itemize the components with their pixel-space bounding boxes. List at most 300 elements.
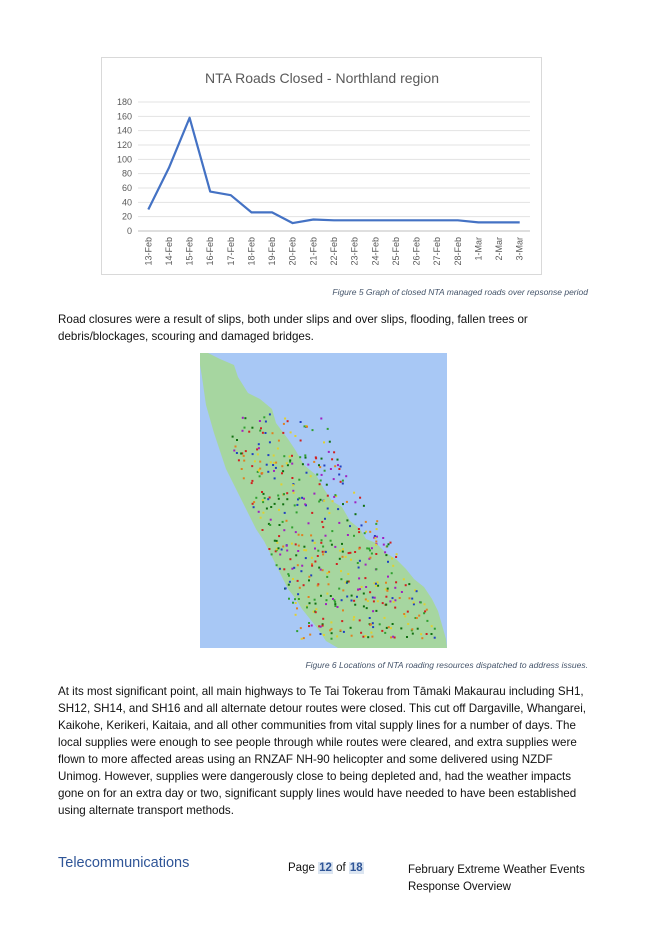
map-resource-marker	[334, 605, 336, 607]
map-resource-marker	[282, 521, 284, 523]
map-resource-marker	[319, 466, 321, 468]
map-resource-marker	[308, 622, 310, 624]
map-resource-marker	[263, 416, 265, 418]
map-resource-marker	[283, 423, 285, 425]
map-resource-marker	[392, 636, 394, 638]
map-resource-marker	[372, 597, 374, 599]
map-resource-marker	[306, 472, 308, 474]
map-resource-marker	[258, 470, 260, 472]
map-resource-marker	[395, 556, 397, 558]
x-tick-label: 15-Feb	[184, 237, 195, 266]
map-resource-marker	[375, 568, 377, 570]
figure-5-caption: Figure 5 Graph of closed NTA managed roads over repsonse period	[332, 287, 588, 297]
map-resource-marker	[303, 546, 305, 548]
map-resource-marker	[305, 549, 307, 551]
map-resource-marker	[401, 591, 403, 593]
map-resource-marker	[296, 607, 298, 609]
map-resource-marker	[309, 634, 311, 636]
page-of: of	[336, 862, 346, 874]
map-resource-marker	[265, 421, 267, 423]
map-resource-marker	[305, 457, 307, 459]
map-resource-marker	[286, 462, 288, 464]
map-resource-marker	[260, 427, 262, 429]
map-resource-marker	[357, 562, 359, 564]
map-resource-marker	[321, 539, 323, 541]
map-resource-marker	[375, 585, 377, 587]
map-resource-marker	[287, 464, 289, 466]
map-resource-marker	[240, 453, 242, 455]
y-tick-label: 100	[116, 154, 132, 165]
map-resource-marker	[341, 543, 343, 545]
map-resource-marker	[391, 558, 393, 560]
map-resource-marker	[258, 443, 260, 445]
map-resource-marker	[359, 560, 361, 562]
map-resource-marker	[392, 623, 394, 625]
map-resource-marker	[339, 558, 341, 560]
map-resource-marker	[291, 463, 293, 465]
map-resource-marker	[303, 498, 305, 500]
map-resource-marker	[434, 628, 436, 630]
map-resource-marker	[369, 531, 371, 533]
map-resource-marker	[392, 597, 394, 599]
map-resource-marker	[385, 554, 387, 556]
map-resource-marker	[286, 492, 288, 494]
map-resource-marker	[288, 598, 290, 600]
map-resource-marker	[315, 608, 317, 610]
map-resource-marker	[336, 635, 338, 637]
map-resource-marker	[431, 633, 433, 635]
map-resource-marker	[292, 484, 294, 486]
map-resource-marker	[367, 600, 369, 602]
map-resource-marker	[298, 497, 300, 499]
map-resource-marker	[286, 545, 288, 547]
map-resource-marker	[321, 474, 323, 476]
map-resource-marker	[308, 576, 310, 578]
map-resource-marker	[326, 576, 328, 578]
map-resource-marker	[340, 466, 342, 468]
map-resource-marker	[384, 551, 386, 553]
map-resource-marker	[308, 579, 310, 581]
y-tick-label: 0	[126, 226, 132, 236]
map-resource-marker	[232, 436, 234, 438]
map-resource-marker	[307, 464, 309, 466]
map-resource-marker	[301, 638, 303, 640]
map-resource-marker	[282, 546, 284, 548]
map-resource-marker	[338, 474, 340, 476]
x-tick-label: 20-Feb	[287, 237, 298, 266]
map-resource-marker	[337, 459, 339, 461]
map-resource-marker	[382, 602, 384, 604]
map-resource-marker	[364, 532, 366, 534]
map-resource-marker	[304, 503, 306, 505]
map-resource-marker	[303, 584, 305, 586]
map-resource-marker	[322, 551, 324, 553]
map-resource-marker	[264, 497, 266, 499]
map-resource-marker	[242, 417, 244, 419]
map-resource-marker	[297, 550, 299, 552]
map-resource-marker	[420, 601, 422, 603]
map-resource-marker	[331, 530, 333, 532]
map-resource-marker	[416, 590, 418, 592]
map-resource-marker	[353, 600, 355, 602]
map-resource-marker	[354, 604, 356, 606]
map-resource-marker	[259, 430, 261, 432]
map-resource-marker	[321, 458, 323, 460]
map-resource-marker	[320, 542, 322, 544]
map-resource-marker	[259, 461, 261, 463]
map-resource-marker	[406, 636, 408, 638]
map-resource-marker	[318, 464, 320, 466]
map-resource-marker	[308, 625, 310, 627]
map-resource-marker	[403, 578, 405, 580]
map-resource-marker	[375, 544, 377, 546]
map-resource-marker	[267, 454, 269, 456]
map-resource-marker	[413, 603, 415, 605]
y-tick-label: 40	[121, 197, 132, 208]
map-resource-marker	[381, 630, 383, 632]
map-resource-marker	[362, 636, 364, 638]
map-resource-marker	[319, 483, 321, 485]
map-resource-marker	[266, 508, 268, 510]
map-resource-marker	[296, 504, 298, 506]
x-tick-label: 19-Feb	[267, 237, 278, 266]
map-resource-marker	[370, 632, 372, 634]
map-resource-marker	[287, 573, 289, 575]
map-resource-marker	[337, 508, 339, 510]
map-resource-marker	[413, 602, 415, 604]
map-resource-marker	[262, 529, 264, 531]
map-resource-marker	[424, 603, 426, 605]
map-resource-marker	[283, 529, 285, 531]
map-resource-marker	[387, 561, 389, 563]
map-resource-marker	[330, 468, 332, 470]
map-resource-marker	[291, 568, 293, 570]
map-resource-marker	[383, 544, 385, 546]
map-resource-marker	[286, 550, 288, 552]
map-resource-marker	[377, 585, 379, 587]
map-resource-marker	[268, 548, 270, 550]
map-resource-marker	[330, 540, 332, 542]
map-resource-marker	[375, 553, 377, 555]
map-resource-marker	[391, 572, 393, 574]
map-resource-marker	[267, 471, 269, 473]
map-resource-marker	[342, 556, 344, 558]
map-resource-marker	[294, 435, 296, 437]
map-resource-marker	[320, 418, 322, 420]
map-resource-marker	[342, 609, 344, 611]
map-resource-marker	[261, 472, 263, 474]
map-resource-marker	[358, 548, 360, 550]
map-resource-marker	[338, 468, 340, 470]
map-resource-marker	[258, 511, 260, 513]
map-resource-marker	[315, 457, 317, 459]
map-resource-marker	[276, 542, 278, 544]
map-resource-marker	[369, 591, 371, 593]
map-resource-marker	[327, 495, 329, 497]
map-resource-marker	[386, 590, 388, 592]
map-resource-marker	[294, 598, 296, 600]
map-resource-marker	[273, 470, 275, 472]
map-resource-marker	[426, 620, 428, 622]
map-resource-marker	[396, 553, 398, 555]
map-resource-marker	[316, 474, 318, 476]
map-resource-marker	[303, 637, 305, 639]
map-resource-marker	[295, 602, 297, 604]
map-resource-marker	[284, 512, 286, 514]
map-resource-marker	[252, 453, 254, 455]
map-resource-marker	[269, 441, 271, 443]
map-resource-marker	[333, 478, 335, 480]
map-resource-marker	[306, 426, 308, 428]
x-tick-label: 3-Mar	[514, 237, 525, 261]
map-resource-marker	[291, 543, 293, 545]
map-resource-marker	[416, 617, 418, 619]
map-resource-marker	[394, 587, 396, 589]
map-resource-marker	[262, 512, 264, 514]
map-resource-marker	[346, 581, 348, 583]
map-resource-marker	[351, 600, 353, 602]
map-northland-resources	[200, 353, 447, 648]
map-resource-marker	[350, 559, 352, 561]
map-resource-marker	[325, 551, 327, 553]
map-resource-marker	[283, 455, 285, 457]
map-resource-marker	[318, 501, 320, 503]
map-resource-marker	[295, 543, 297, 545]
map-resource-marker	[377, 600, 379, 602]
map-resource-marker	[325, 603, 327, 605]
map-resource-marker	[340, 570, 342, 572]
map-resource-marker	[371, 636, 373, 638]
map-resource-marker	[310, 574, 312, 576]
map-resource-marker	[372, 622, 374, 624]
map-resource-marker	[379, 623, 381, 625]
map-resource-marker	[286, 498, 288, 500]
map-resource-marker	[353, 619, 355, 621]
map-resource-marker	[411, 628, 413, 630]
x-tick-label: 14-Feb	[163, 237, 174, 266]
chart-title: NTA Roads Closed - Northland region	[205, 70, 439, 86]
map-resource-marker	[334, 603, 336, 605]
map-resource-marker	[289, 558, 291, 560]
x-tick-label: 25-Feb	[390, 237, 401, 266]
map-resource-marker	[254, 460, 256, 462]
map-resource-marker	[295, 554, 297, 556]
map-resource-marker	[334, 494, 336, 496]
map-resource-marker	[311, 557, 313, 559]
map-resource-marker	[322, 625, 324, 627]
map-resource-marker	[322, 553, 324, 555]
map-resource-marker	[262, 501, 264, 503]
map-resource-marker	[301, 565, 303, 567]
map-resource-marker	[238, 459, 240, 461]
map-resource-marker	[354, 501, 356, 503]
map-resource-marker	[269, 413, 271, 415]
map-resource-marker	[285, 587, 287, 589]
map-image	[200, 353, 447, 648]
map-resource-marker	[314, 542, 316, 544]
map-resource-marker	[266, 464, 268, 466]
map-resource-marker	[360, 632, 362, 634]
map-resource-marker	[387, 576, 389, 578]
map-resource-marker	[411, 598, 413, 600]
map-resource-marker	[328, 451, 330, 453]
map-resource-marker	[336, 563, 338, 565]
map-resource-marker	[389, 600, 391, 602]
map-resource-marker	[261, 491, 263, 493]
map-resource-marker	[281, 465, 283, 467]
map-resource-marker	[359, 588, 361, 590]
map-resource-marker	[314, 561, 316, 563]
map-resource-marker	[346, 501, 348, 503]
map-resource-marker	[366, 607, 368, 609]
map-resource-marker	[394, 607, 396, 609]
map-resource-marker	[320, 633, 322, 635]
map-resource-marker	[241, 468, 243, 470]
map-resource-marker	[305, 557, 307, 559]
map-resource-marker	[375, 523, 377, 525]
map-resource-marker	[322, 618, 324, 620]
map-resource-marker	[288, 584, 290, 586]
map-resource-marker	[293, 492, 295, 494]
map-resource-marker	[346, 519, 348, 521]
map-resource-marker	[387, 588, 389, 590]
map-resource-marker	[372, 626, 374, 628]
map-resource-marker	[340, 578, 342, 580]
map-resource-marker	[314, 548, 316, 550]
paragraph-road-closures: Road closures were a result of slips, both under slips and over slips, flooding, fallen trees or debris/blockages, scouring and damaged bridges.	[58, 313, 528, 343]
map-resource-marker	[282, 432, 284, 434]
map-resource-marker	[338, 588, 340, 590]
x-tick-label: 26-Feb	[411, 237, 422, 266]
map-resource-marker	[369, 617, 371, 619]
map-resource-marker	[297, 580, 299, 582]
map-resource-marker	[358, 577, 360, 579]
map-resource-marker	[251, 480, 253, 482]
map-resource-marker	[334, 546, 336, 548]
map-resource-marker	[313, 461, 315, 463]
map-resource-marker	[243, 477, 245, 479]
map-resource-marker	[417, 628, 419, 630]
map-resource-marker	[322, 526, 324, 528]
map-resource-marker	[252, 503, 254, 505]
map-resource-marker	[275, 467, 277, 469]
map-resource-marker	[400, 627, 402, 629]
map-resource-marker	[393, 601, 395, 603]
map-resource-marker	[358, 567, 360, 569]
map-resource-marker	[364, 577, 366, 579]
map-resource-marker	[325, 535, 327, 537]
map-resource-marker	[374, 597, 376, 599]
map-resource-marker	[323, 441, 325, 443]
map-resource-marker	[278, 498, 280, 500]
map-resource-marker	[369, 557, 371, 559]
map-resource-marker	[312, 429, 314, 431]
map-resource-marker	[337, 606, 339, 608]
map-resource-marker	[269, 524, 271, 526]
map-resource-marker	[337, 464, 339, 466]
map-resource-marker	[363, 505, 365, 507]
figure-6-caption: Figure 6 Locations of NTA roading resources dispatched to address issues.	[305, 660, 588, 670]
map-resource-marker	[343, 631, 345, 633]
map-resource-marker	[426, 633, 428, 635]
map-resource-marker	[351, 595, 353, 597]
map-resource-marker	[271, 553, 273, 555]
map-resource-marker	[298, 534, 300, 536]
map-resource-marker	[351, 635, 353, 637]
map-resource-marker	[279, 524, 281, 526]
map-resource-marker	[282, 470, 284, 472]
map-resource-marker	[314, 599, 316, 601]
map-resource-marker	[262, 432, 264, 434]
map-resource-marker	[326, 484, 328, 486]
map-resource-marker	[317, 550, 319, 552]
map-resource-marker	[342, 480, 344, 482]
map-resource-marker	[283, 568, 285, 570]
map-resource-marker	[292, 578, 294, 580]
map-resource-marker	[300, 627, 302, 629]
map-resource-marker	[353, 492, 355, 494]
map-resource-marker	[303, 549, 305, 551]
map-resource-marker	[370, 623, 372, 625]
map-resource-marker	[299, 456, 301, 458]
map-resource-marker	[298, 479, 300, 481]
map-resource-marker	[342, 503, 344, 505]
map-resource-marker	[355, 513, 357, 515]
map-resource-marker	[292, 602, 294, 604]
map-resource-marker	[295, 614, 297, 616]
map-resource-marker	[281, 549, 283, 551]
map-resource-marker	[300, 440, 302, 442]
map-resource-marker	[272, 464, 274, 466]
map-resource-marker	[312, 540, 314, 542]
map-resource-marker	[242, 430, 244, 432]
map-resource-marker	[324, 470, 326, 472]
map-resource-marker	[323, 500, 325, 502]
map-resource-marker	[304, 425, 306, 427]
map-resource-marker	[331, 632, 333, 634]
page-total: 18	[349, 862, 363, 874]
map-resource-marker	[331, 458, 333, 460]
map-resource-marker	[317, 585, 319, 587]
map-resource-marker	[243, 460, 245, 462]
map-resource-marker	[412, 633, 414, 635]
map-resource-marker	[361, 586, 363, 588]
map-resource-marker	[353, 535, 355, 537]
map-resource-marker	[279, 568, 281, 570]
map-resource-marker	[328, 583, 330, 585]
map-resource-marker	[291, 526, 293, 528]
y-tick-label: 140	[116, 125, 132, 136]
map-resource-marker	[342, 548, 344, 550]
map-resource-marker	[274, 477, 276, 479]
map-resource-marker	[382, 537, 384, 539]
map-resource-marker	[260, 517, 262, 519]
map-resource-marker	[376, 520, 378, 522]
map-resource-marker	[293, 567, 295, 569]
map-resource-marker	[332, 500, 334, 502]
map-resource-marker	[311, 512, 313, 514]
map-resource-marker	[366, 547, 368, 549]
x-tick-label: 1-Mar	[473, 237, 484, 261]
map-resource-marker	[368, 548, 370, 550]
map-resource-marker	[354, 551, 356, 553]
map-resource-marker	[434, 637, 436, 639]
map-resource-marker	[392, 565, 394, 567]
map-resource-marker	[243, 455, 245, 457]
map-resource-marker	[328, 512, 330, 514]
map-resource-marker	[315, 611, 317, 613]
map-resource-marker	[363, 605, 365, 607]
